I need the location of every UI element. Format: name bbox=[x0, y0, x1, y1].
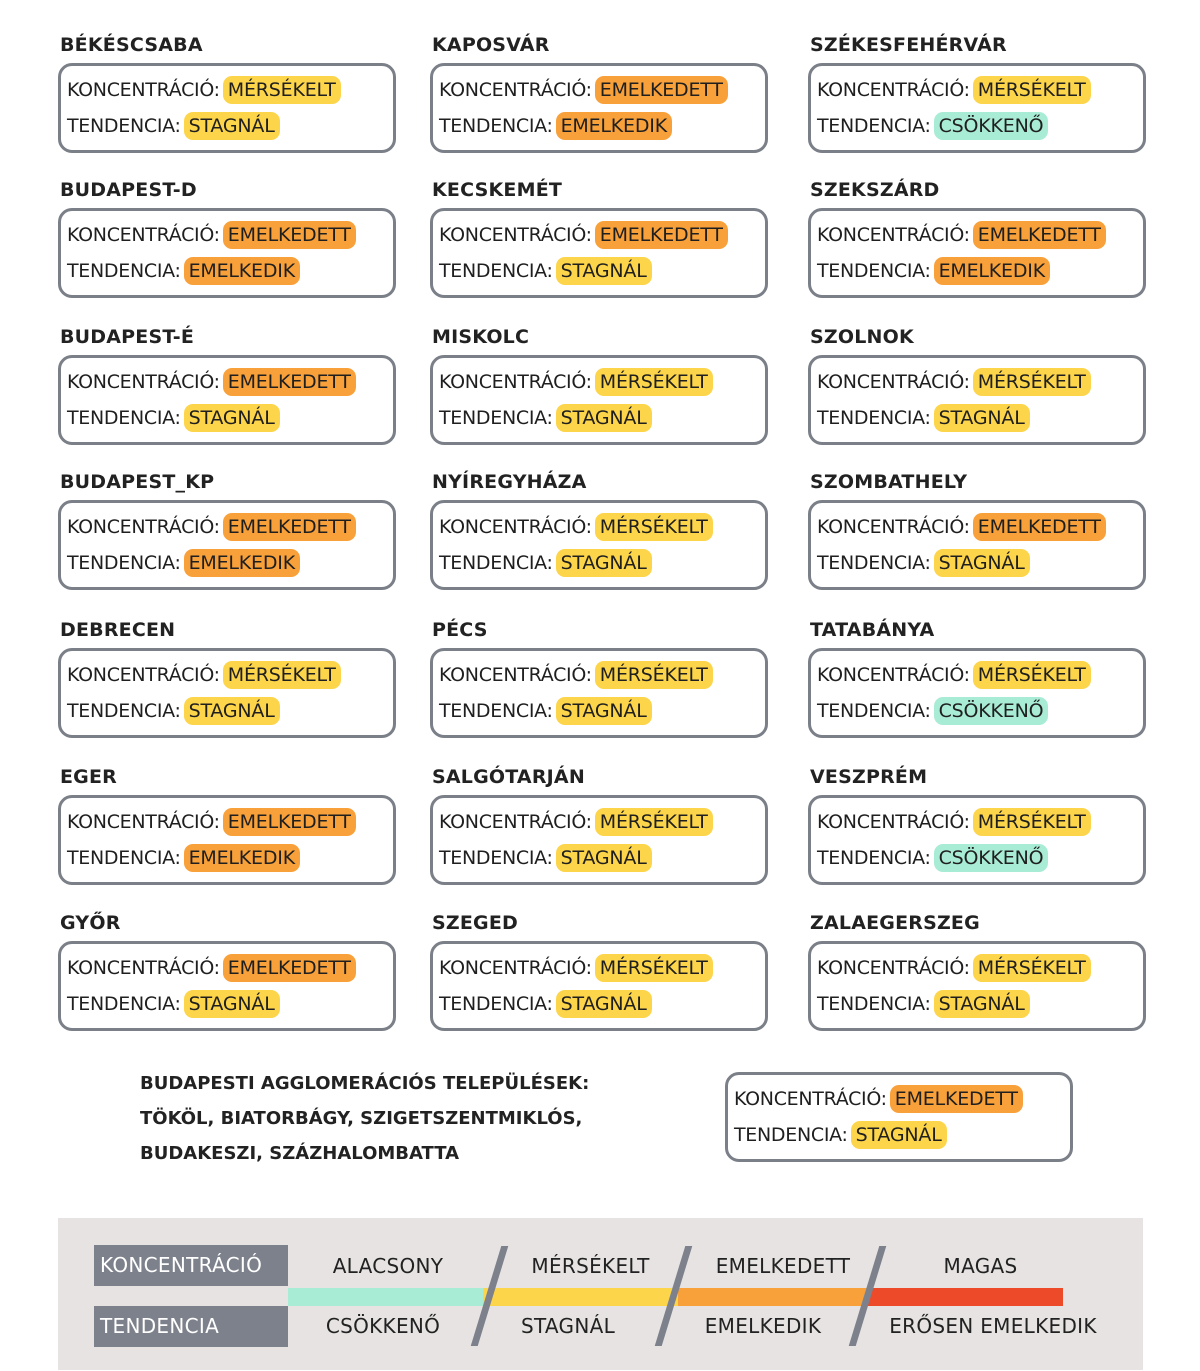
concentration-label: KONCENTRÁCIÓ: bbox=[817, 371, 970, 393]
trend-label: TENDENCIA: bbox=[817, 700, 931, 722]
trend-badge: STAGNÁL bbox=[556, 257, 652, 285]
city-name: ZALAEGERSZEG bbox=[810, 912, 980, 934]
city-card bbox=[430, 470, 790, 590]
concentration-badge: EMELKEDETT bbox=[223, 513, 356, 541]
city-card bbox=[58, 765, 418, 885]
concentration-label: KONCENTRÁCIÓ: bbox=[67, 957, 220, 979]
city-card bbox=[808, 765, 1168, 885]
concentration-row bbox=[817, 804, 1137, 840]
concentration-badge: EMELKEDETT bbox=[890, 1085, 1023, 1113]
trend-row bbox=[817, 840, 1137, 876]
trend-row bbox=[67, 253, 387, 289]
concentration-label: KONCENTRÁCIÓ: bbox=[817, 664, 970, 686]
city-card bbox=[58, 33, 418, 153]
concentration-label: KONCENTRÁCIÓ: bbox=[817, 224, 970, 246]
status-box bbox=[430, 208, 768, 298]
trend-row bbox=[67, 693, 387, 729]
trend-badge: STAGNÁL bbox=[934, 404, 1030, 432]
trend-row bbox=[439, 840, 759, 876]
concentration-row bbox=[817, 217, 1137, 253]
city-name: TATABÁNYA bbox=[810, 619, 935, 641]
concentration-label: KONCENTRÁCIÓ: bbox=[439, 664, 592, 686]
trend-row bbox=[439, 693, 759, 729]
trend-row bbox=[439, 253, 759, 289]
trend-row bbox=[734, 1117, 1064, 1153]
concentration-badge: MÉRSÉKELT bbox=[595, 661, 713, 689]
status-box bbox=[58, 795, 396, 885]
city-name: SZEKSZÁRD bbox=[810, 179, 940, 201]
city-card bbox=[808, 911, 1168, 1031]
trend-badge: CSÖKKENŐ bbox=[934, 844, 1049, 872]
concentration-badge: MÉRSÉKELT bbox=[223, 661, 341, 689]
city-name: BÉKÉSCSABA bbox=[60, 34, 203, 56]
trend-row bbox=[439, 400, 759, 436]
concentration-row bbox=[67, 217, 387, 253]
concentration-row bbox=[67, 950, 387, 986]
concentration-badge: EMELKEDETT bbox=[595, 76, 728, 104]
concentration-row bbox=[439, 950, 759, 986]
status-box bbox=[808, 648, 1146, 738]
city-name: NYÍREGYHÁZA bbox=[432, 471, 587, 493]
legend-bar-low bbox=[288, 1288, 483, 1306]
concentration-badge: MÉRSÉKELT bbox=[223, 76, 341, 104]
status-box bbox=[808, 63, 1146, 153]
concentration-label: KONCENTRÁCIÓ: bbox=[67, 371, 220, 393]
status-box bbox=[430, 941, 768, 1031]
status-box bbox=[808, 355, 1146, 445]
concentration-row bbox=[817, 950, 1137, 986]
trend-badge: CSÖKKENŐ bbox=[934, 112, 1049, 140]
city-name: KECSKEMÉT bbox=[432, 179, 563, 201]
trend-row bbox=[67, 400, 387, 436]
trend-label: TENDENCIA: bbox=[67, 552, 181, 574]
concentration-label: KONCENTRÁCIÓ: bbox=[734, 1088, 887, 1110]
trend-badge: STAGNÁL bbox=[556, 844, 652, 872]
concentration-badge: EMELKEDETT bbox=[973, 221, 1106, 249]
city-name: DEBRECEN bbox=[60, 619, 176, 641]
legend-concentration-low: ALACSONY bbox=[332, 1254, 444, 1278]
trend-row bbox=[67, 545, 387, 581]
concentration-label: KONCENTRÁCIÓ: bbox=[67, 224, 220, 246]
city-name: BUDAPEST_KP bbox=[60, 471, 215, 493]
concentration-row bbox=[67, 509, 387, 545]
concentration-label: KONCENTRÁCIÓ: bbox=[439, 371, 592, 393]
status-box bbox=[58, 500, 396, 590]
legend-trend-stagnant: STAGNÁL bbox=[520, 1314, 616, 1338]
trend-label: TENDENCIA: bbox=[439, 115, 553, 137]
concentration-label: KONCENTRÁCIÓ: bbox=[439, 224, 592, 246]
trend-badge: STAGNÁL bbox=[851, 1121, 947, 1149]
status-box bbox=[430, 795, 768, 885]
concentration-label: KONCENTRÁCIÓ: bbox=[439, 79, 592, 101]
city-card bbox=[808, 33, 1168, 153]
trend-label: TENDENCIA: bbox=[439, 407, 553, 429]
status-box bbox=[58, 355, 396, 445]
legend-trend-increasing: EMELKEDIK bbox=[704, 1314, 822, 1338]
trend-badge: EMELKEDIK bbox=[184, 844, 300, 872]
city-card bbox=[58, 325, 418, 445]
legend bbox=[58, 1218, 1143, 1370]
trend-row bbox=[439, 986, 759, 1022]
trend-badge: CSÖKKENŐ bbox=[934, 697, 1049, 725]
city-name: SZOMBATHELY bbox=[810, 471, 968, 493]
concentration-label: KONCENTRÁCIÓ: bbox=[439, 811, 592, 833]
trend-badge: STAGNÁL bbox=[556, 990, 652, 1018]
concentration-row bbox=[817, 509, 1137, 545]
trend-badge: EMELKEDIK bbox=[184, 257, 300, 285]
concentration-row bbox=[817, 657, 1137, 693]
trend-badge: STAGNÁL bbox=[934, 549, 1030, 577]
status-box bbox=[58, 208, 396, 298]
concentration-badge: EMELKEDETT bbox=[595, 221, 728, 249]
trend-row bbox=[817, 545, 1137, 581]
city-name: GYŐR bbox=[60, 912, 121, 934]
trend-label: TENDENCIA: bbox=[734, 1124, 848, 1146]
trend-label: TENDENCIA: bbox=[67, 407, 181, 429]
concentration-row bbox=[67, 657, 387, 693]
legend-concentration-high: MAGAS bbox=[943, 1254, 1018, 1278]
concentration-row bbox=[817, 364, 1137, 400]
legend-trend-strongly-increasing: ERŐSEN EMELKEDIK bbox=[889, 1314, 1097, 1338]
city-card bbox=[430, 765, 790, 885]
city-name: SZEGED bbox=[432, 912, 518, 934]
legend-concentration-tag: KONCENTRÁCIÓ bbox=[94, 1245, 288, 1286]
status-box bbox=[725, 1072, 1073, 1162]
concentration-row bbox=[67, 364, 387, 400]
city-card bbox=[58, 911, 418, 1031]
city-name: BUDAPEST-É bbox=[60, 326, 195, 348]
concentration-badge: MÉRSÉKELT bbox=[973, 661, 1091, 689]
agglomeration-line: BUDAPESTI AGGLOMERÁCIÓS TELEPÜLÉSEK: bbox=[140, 1073, 590, 1094]
status-box bbox=[430, 63, 768, 153]
trend-badge: STAGNÁL bbox=[184, 404, 280, 432]
concentration-label: KONCENTRÁCIÓ: bbox=[817, 957, 970, 979]
city-name: SZOLNOK bbox=[810, 326, 914, 348]
concentration-badge: MÉRSÉKELT bbox=[973, 368, 1091, 396]
status-box bbox=[808, 500, 1146, 590]
concentration-label: KONCENTRÁCIÓ: bbox=[67, 811, 220, 833]
status-box bbox=[58, 941, 396, 1031]
city-name: SALGÓTARJÁN bbox=[432, 766, 585, 788]
trend-label: TENDENCIA: bbox=[817, 115, 931, 137]
city-card bbox=[430, 178, 790, 298]
status-box bbox=[58, 648, 396, 738]
concentration-row bbox=[67, 72, 387, 108]
city-card bbox=[430, 618, 790, 738]
trend-badge: EMELKEDIK bbox=[556, 112, 672, 140]
city-name: KAPOSVÁR bbox=[432, 34, 550, 56]
legend-concentration-moderate: MÉRSÉKELT bbox=[531, 1254, 650, 1278]
status-box bbox=[808, 941, 1146, 1031]
trend-badge: STAGNÁL bbox=[184, 697, 280, 725]
concentration-badge: EMELKEDETT bbox=[223, 808, 356, 836]
city-name: PÉCS bbox=[432, 619, 488, 641]
legend-bar-elevated bbox=[678, 1288, 868, 1306]
trend-label: TENDENCIA: bbox=[817, 260, 931, 282]
agglomeration-line: TÖKÖL, BIATORBÁGY, SZIGETSZENTMIKLÓS, bbox=[140, 1108, 583, 1129]
agglomeration-line: BUDAKESZI, SZÁZHALOMBATTA bbox=[140, 1143, 460, 1164]
status-box bbox=[58, 63, 396, 153]
trend-badge: STAGNÁL bbox=[184, 112, 280, 140]
trend-badge: EMELKEDIK bbox=[184, 549, 300, 577]
status-box bbox=[430, 355, 768, 445]
city-card bbox=[58, 178, 418, 298]
concentration-badge: MÉRSÉKELT bbox=[973, 954, 1091, 982]
trend-row bbox=[67, 108, 387, 144]
concentration-row bbox=[439, 509, 759, 545]
concentration-badge: EMELKEDETT bbox=[223, 221, 356, 249]
concentration-badge: MÉRSÉKELT bbox=[973, 808, 1091, 836]
trend-label: TENDENCIA: bbox=[817, 407, 931, 429]
trend-row bbox=[817, 400, 1137, 436]
concentration-badge: EMELKEDETT bbox=[223, 954, 356, 982]
trend-row bbox=[67, 840, 387, 876]
agglomeration-description bbox=[140, 1066, 589, 1171]
concentration-badge: MÉRSÉKELT bbox=[595, 808, 713, 836]
trend-label: TENDENCIA: bbox=[817, 993, 931, 1015]
trend-label: TENDENCIA: bbox=[67, 700, 181, 722]
trend-label: TENDENCIA: bbox=[67, 993, 181, 1015]
trend-badge: STAGNÁL bbox=[934, 990, 1030, 1018]
concentration-row bbox=[734, 1081, 1064, 1117]
trend-row bbox=[817, 253, 1137, 289]
trend-badge: STAGNÁL bbox=[556, 404, 652, 432]
city-card bbox=[808, 618, 1168, 738]
trend-label: TENDENCIA: bbox=[67, 847, 181, 869]
status-box bbox=[430, 500, 768, 590]
concentration-row bbox=[439, 657, 759, 693]
trend-label: TENDENCIA: bbox=[439, 552, 553, 574]
concentration-row bbox=[817, 72, 1137, 108]
trend-row bbox=[439, 108, 759, 144]
trend-row bbox=[817, 108, 1137, 144]
trend-label: TENDENCIA: bbox=[67, 115, 181, 137]
city-card bbox=[808, 325, 1168, 445]
city-card bbox=[430, 911, 790, 1031]
status-box bbox=[808, 208, 1146, 298]
trend-label: TENDENCIA: bbox=[817, 847, 931, 869]
concentration-row bbox=[67, 804, 387, 840]
legend-bar-moderate bbox=[483, 1288, 678, 1306]
concentration-label: KONCENTRÁCIÓ: bbox=[439, 516, 592, 538]
agglomeration-status-box bbox=[725, 1072, 1073, 1162]
concentration-label: KONCENTRÁCIÓ: bbox=[67, 79, 220, 101]
city-card bbox=[430, 33, 790, 153]
concentration-label: KONCENTRÁCIÓ: bbox=[817, 79, 970, 101]
concentration-row bbox=[439, 804, 759, 840]
city-card bbox=[808, 178, 1168, 298]
city-name: BUDAPEST-D bbox=[60, 179, 197, 201]
legend-bar-high bbox=[868, 1288, 1063, 1306]
status-box bbox=[430, 648, 768, 738]
city-name: EGER bbox=[60, 766, 117, 788]
trend-badge: STAGNÁL bbox=[556, 549, 652, 577]
concentration-badge: MÉRSÉKELT bbox=[595, 954, 713, 982]
trend-row bbox=[817, 693, 1137, 729]
city-card bbox=[58, 618, 418, 738]
trend-row bbox=[817, 986, 1137, 1022]
legend-trend-tag: TENDENCIA bbox=[94, 1306, 288, 1347]
concentration-badge: MÉRSÉKELT bbox=[595, 368, 713, 396]
trend-row bbox=[439, 545, 759, 581]
concentration-badge: MÉRSÉKELT bbox=[595, 513, 713, 541]
trend-label: TENDENCIA: bbox=[817, 552, 931, 574]
trend-label: TENDENCIA: bbox=[439, 700, 553, 722]
concentration-label: KONCENTRÁCIÓ: bbox=[439, 957, 592, 979]
trend-label: TENDENCIA: bbox=[439, 993, 553, 1015]
city-name: SZÉKESFEHÉRVÁR bbox=[810, 34, 1007, 56]
legend-concentration-elevated: EMELKEDETT bbox=[715, 1254, 851, 1278]
concentration-row bbox=[439, 364, 759, 400]
trend-badge: STAGNÁL bbox=[184, 990, 280, 1018]
concentration-badge: MÉRSÉKELT bbox=[973, 76, 1091, 104]
trend-badge: STAGNÁL bbox=[556, 697, 652, 725]
city-card bbox=[430, 325, 790, 445]
city-name: MISKOLC bbox=[432, 326, 530, 348]
concentration-label: KONCENTRÁCIÓ: bbox=[67, 664, 220, 686]
concentration-label: KONCENTRÁCIÓ: bbox=[817, 811, 970, 833]
concentration-row bbox=[439, 72, 759, 108]
legend-trend-decreasing: CSÖKKENŐ bbox=[325, 1314, 441, 1338]
city-name: VESZPRÉM bbox=[810, 766, 928, 788]
status-box bbox=[808, 795, 1146, 885]
concentration-label: KONCENTRÁCIÓ: bbox=[67, 516, 220, 538]
concentration-row bbox=[439, 217, 759, 253]
trend-badge: EMELKEDIK bbox=[934, 257, 1050, 285]
city-card bbox=[808, 470, 1168, 590]
concentration-badge: EMELKEDETT bbox=[973, 513, 1106, 541]
trend-label: TENDENCIA: bbox=[439, 260, 553, 282]
trend-label: TENDENCIA: bbox=[439, 847, 553, 869]
concentration-label: KONCENTRÁCIÓ: bbox=[817, 516, 970, 538]
city-card bbox=[58, 470, 418, 590]
concentration-badge: EMELKEDETT bbox=[223, 368, 356, 396]
trend-row bbox=[67, 986, 387, 1022]
trend-label: TENDENCIA: bbox=[67, 260, 181, 282]
